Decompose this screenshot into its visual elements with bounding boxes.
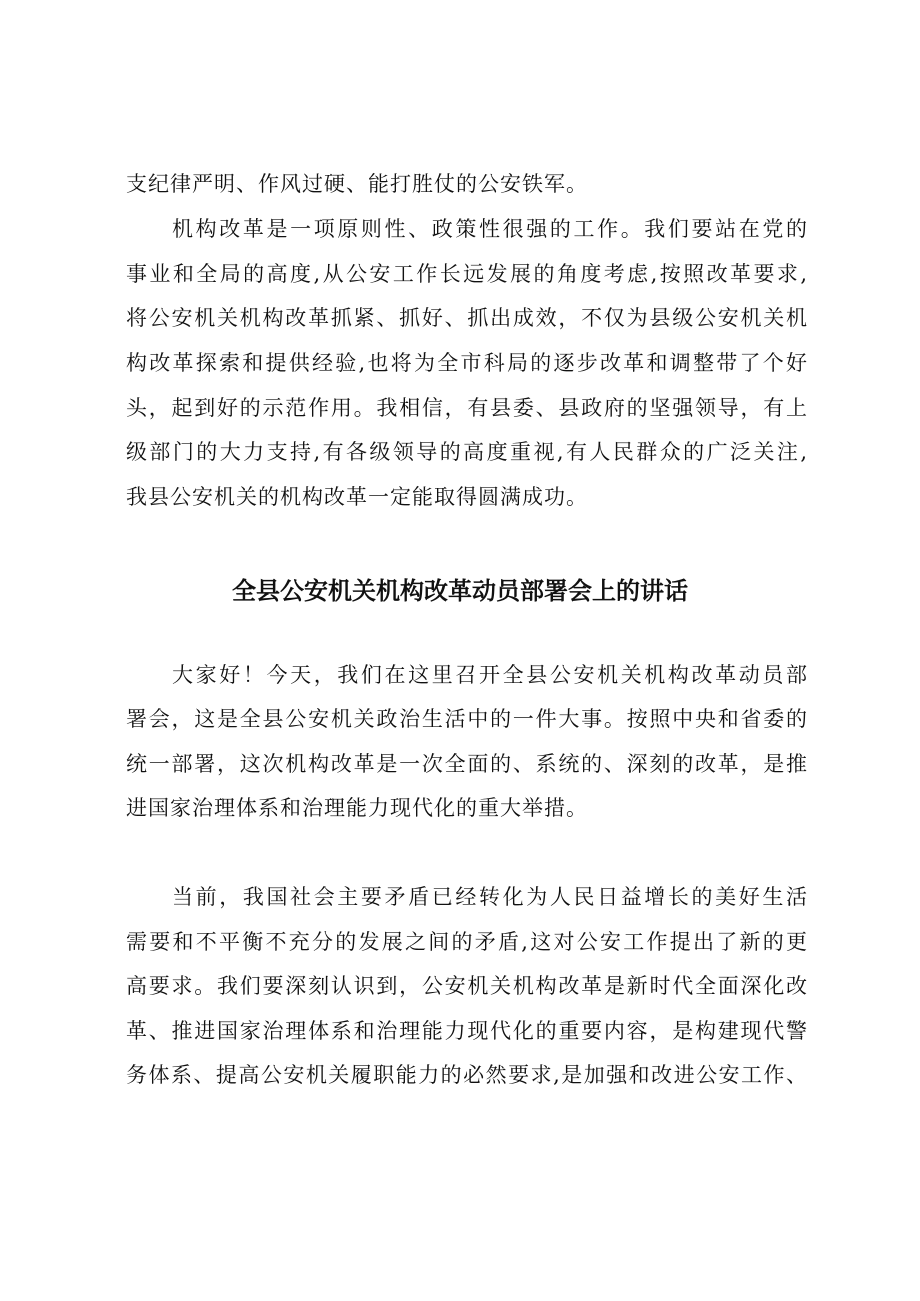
paragraph-2-line-2: 事业和全局的高度,从公安工作长远发展的角度考虑,按照改革要求, [126, 262, 808, 286]
paragraph-1-line-1: 支纪律严明、作风过硬、能打胜仗的公安铁军。 [126, 172, 588, 196]
paragraph-3-line-3: 统一部署，这次机构改革是一次全面的、系统的、深刻的改革，是推 [126, 752, 808, 776]
paragraph-2-line-7: 我县公安机关的机构改革一定能取得圆满成功。 [126, 485, 588, 509]
paragraph-2-line-3: 将公安机关机构改革抓紧、抓好、抓出成效，不仅为县级公安机关机 [126, 306, 808, 330]
speech-title: 全县公安机关机构改革动员部署会上的讲话 [232, 577, 688, 605]
paragraph-4-line-3: 高要求。我们要深刻认识到，公安机关机构改革是新时代全面深化改 [126, 974, 808, 998]
paragraph-4-line-4: 革、推进国家治理体系和治理能力现代化的重要内容，是构建现代警 [126, 1019, 808, 1043]
paragraph-4-line-1: 当前，我国社会主要矛盾已经转化为人民日益增长的美好生活 [172, 885, 808, 909]
paragraph-4-line-2: 需要和不平衡不充分的发展之间的矛盾,这对公安工作提出了新的更 [126, 930, 808, 954]
paragraph-3-line-4: 进国家治理体系和治理能力现代化的重大举措。 [126, 796, 588, 820]
paragraph-2-line-4: 构改革探索和提供经验,也将为全市科局的逐步改革和调整带了个好 [126, 351, 808, 375]
paragraph-4-line-5: 务体系、提高公安机关履职能力的必然要求,是加强和改进公安工作、 [126, 1063, 808, 1087]
paragraph-2-line-5: 头，起到好的示范作用。我相信，有县委、县政府的坚强领导，有上 [126, 396, 808, 420]
paragraph-2-line-6: 级部门的大力支持,有各级领导的高度重视,有人民群众的广泛关注, [126, 440, 808, 464]
paragraph-3-line-2: 署会，这是全县公安机关政治生活中的一件大事。按照中央和省委的 [126, 707, 808, 731]
paragraph-3-line-1: 大家好！今天，我们在这里召开全县公安机关机构改革动员部 [172, 663, 808, 687]
paragraph-2-line-1: 机构改革是一项原则性、政策性很强的工作。我们要站在党的 [172, 217, 808, 241]
